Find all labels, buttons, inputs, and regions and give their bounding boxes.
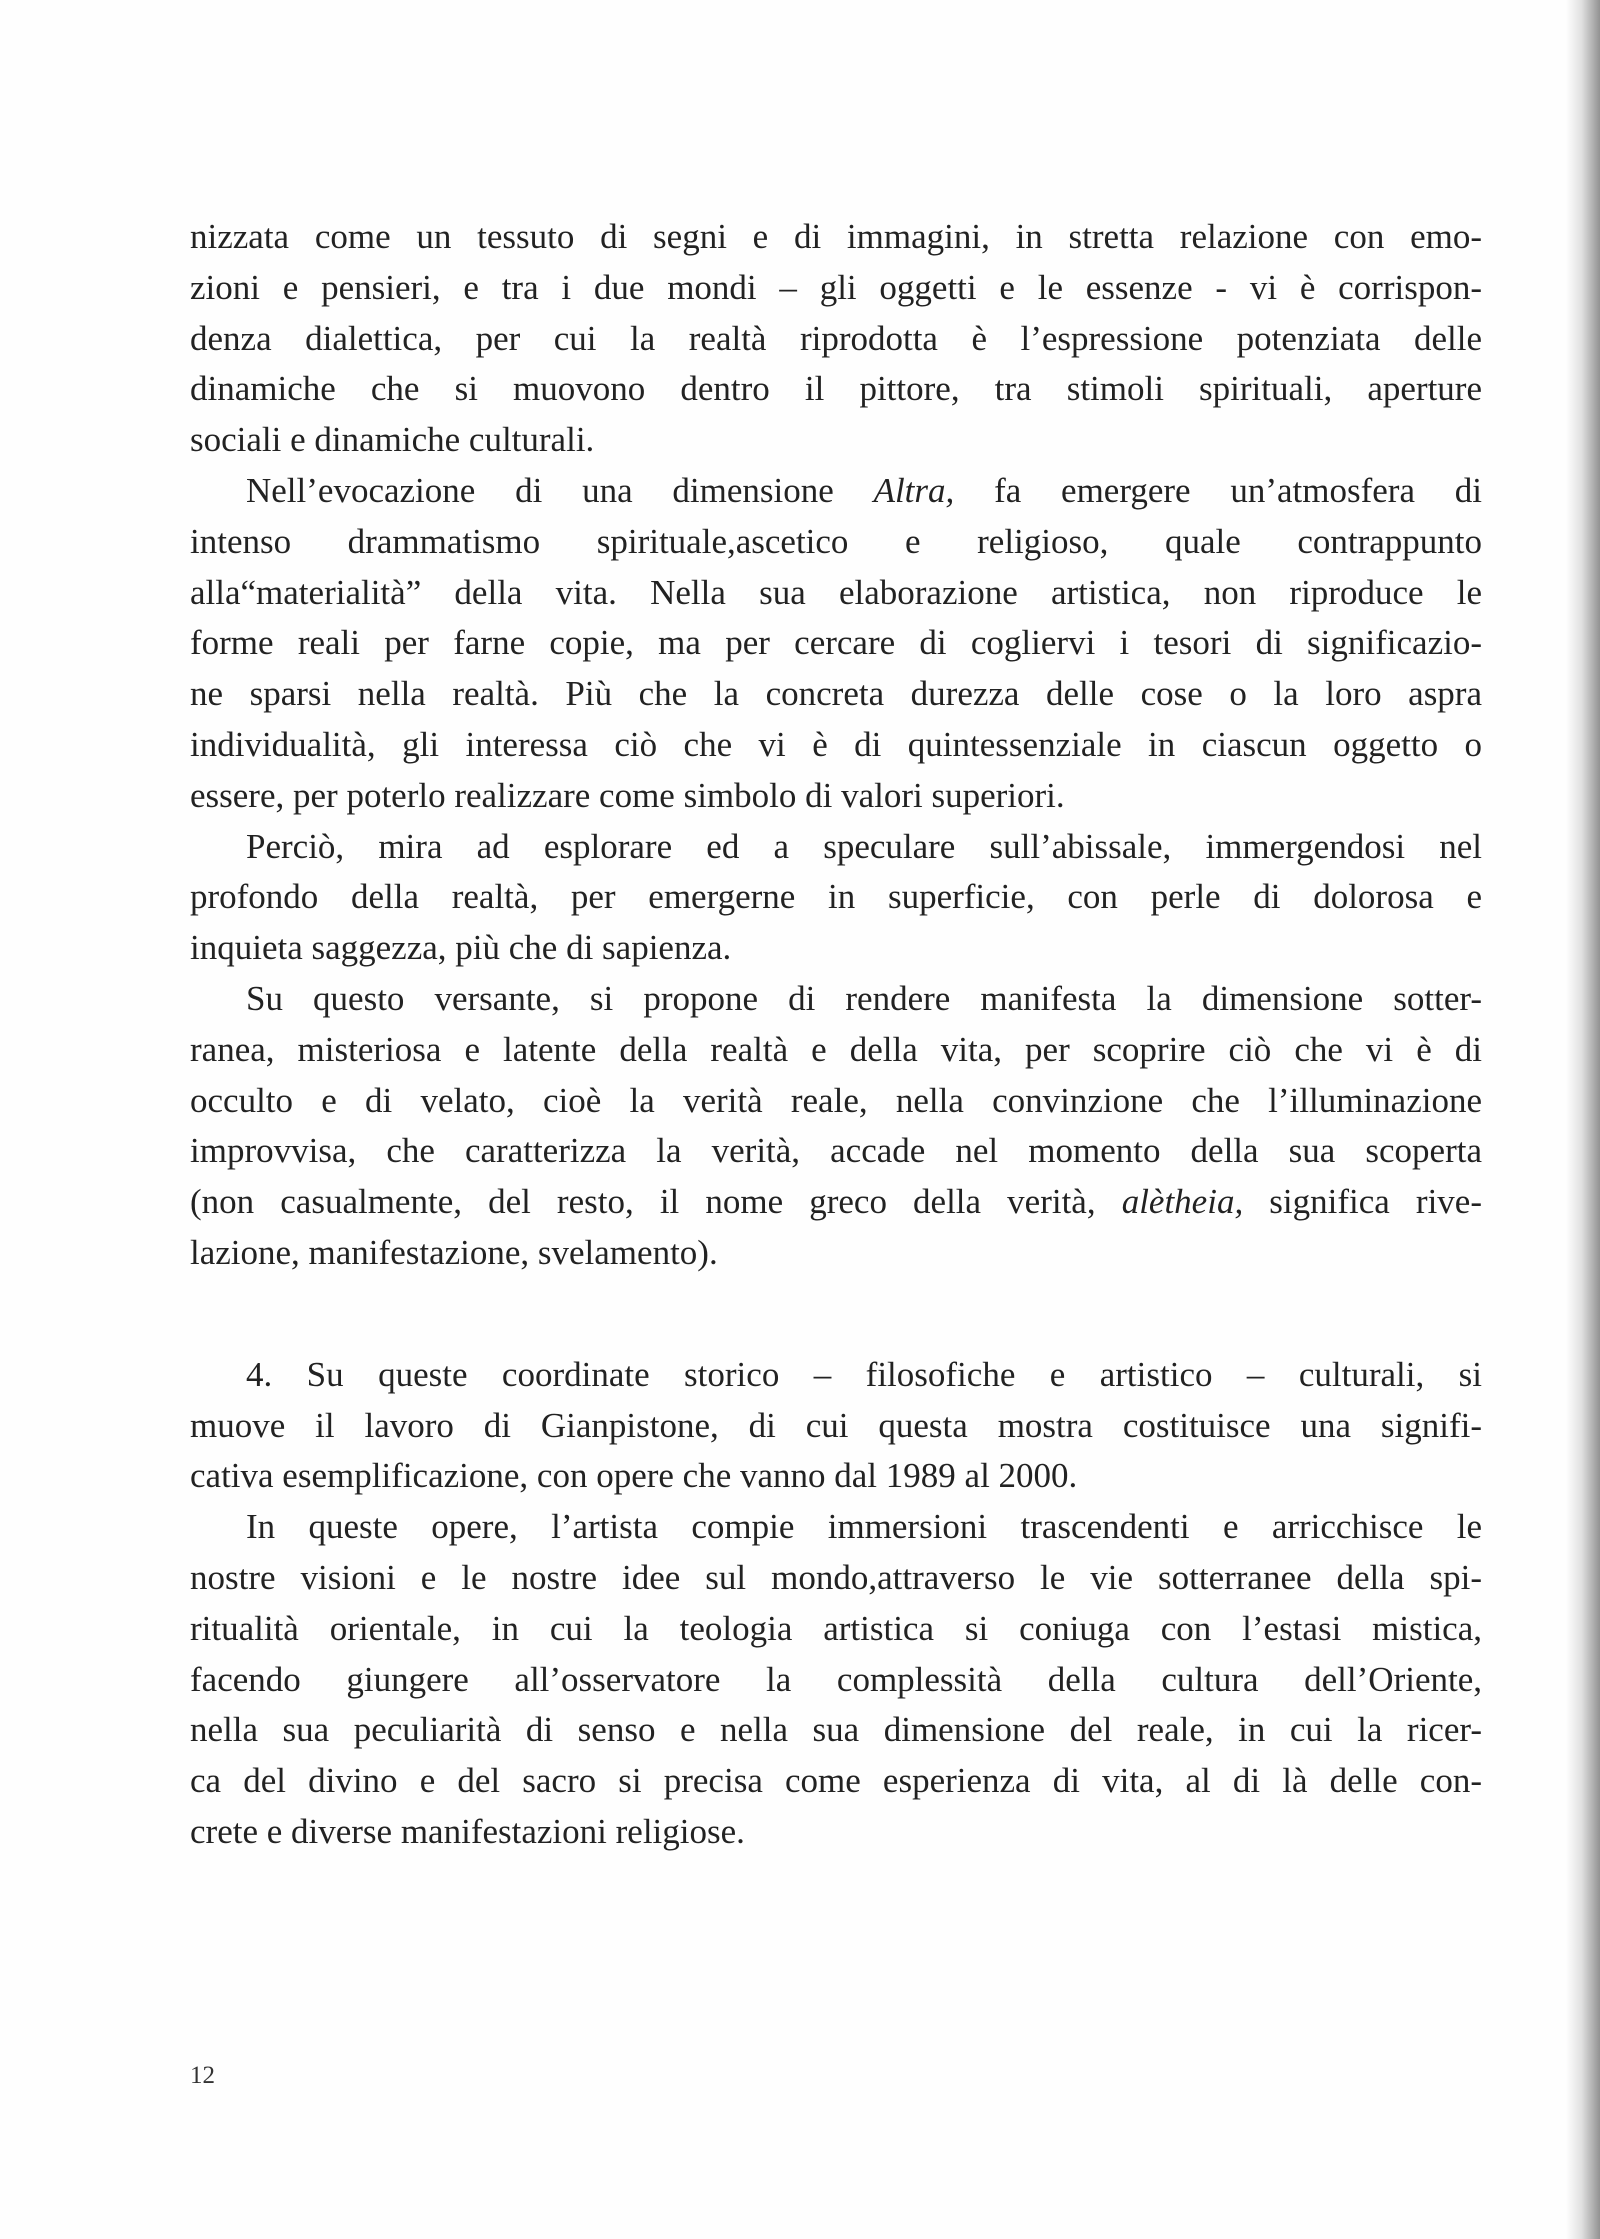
text-line: alla“materialità” della vita. Nella sua elaborazione artistica, non riproduce le: [190, 572, 1482, 612]
text-line: 4. Su queste coordinate storico – filosofiche e artistico – culturali, si: [246, 1354, 1482, 1394]
text-line: inquieta saggezza, più che di sapienza.: [190, 928, 732, 968]
text-line: facendo giungere all’osservatore la complessità della cultura dell’Oriente,: [190, 1659, 1482, 1699]
text-line: [190, 466, 1482, 517]
text-line: lazione, manifestazione, svelamento).: [190, 1232, 718, 1272]
text-line: zioni e pensieri, e tra i due mondi – gli oggetti e le essenze - vi è corrispon-: [190, 267, 1482, 307]
paragraph-1: [190, 212, 1482, 466]
section-gap: [190, 1279, 1482, 1350]
text-line: dinamiche che si muovono dentro il pittore, tra stimoli spirituali, aperture: [190, 369, 1482, 409]
text-line: cativa esemplificazione, con opere che vanno dal 1989 al 2000.: [190, 1456, 1078, 1496]
italic-term: alètheia,: [1121, 1182, 1244, 1222]
text-line: [190, 1177, 1482, 1228]
text-line: denza dialettica, per cui la realtà riprodotta è l’espressione potenziata delle: [190, 318, 1482, 358]
text-line: Perciò, mira ad esplorare ed a speculare sull’abissale, immergendosi nel: [246, 826, 1482, 866]
text-run: Nell’evocazione di una dimensione: [246, 470, 874, 510]
text-line: ranea, misteriosa e latente della realtà e della vita, per scoprire ciò che vi è di: [190, 1029, 1482, 1069]
text-line: individualità, gli interessa ciò che vi è di quintessenziale in ciascun oggetto o: [190, 724, 1482, 764]
text-line: ritualità orientale, in cui la teologia artistica si coniuga con l’estasi mistica,: [190, 1608, 1482, 1648]
text-line: Su questo versante, si propone di rendere manifesta la dimensione sotter-: [246, 978, 1482, 1018]
page-number: 12: [190, 2062, 215, 2089]
text-run: fa emergere un’atmosfera di: [954, 470, 1483, 510]
text-line: muove il lavoro di Gianpistone, di cui questa mostra costituisce una signifi-: [190, 1405, 1482, 1445]
text-line: ca del divino e del sacro si precisa come esperienza di vita, al di là delle con-: [190, 1761, 1482, 1801]
text-line: nostre visioni e le nostre idee sul mondo,attraverso le vie sotterranee della spi-: [190, 1557, 1482, 1597]
text-line: ne sparsi nella realtà. Più che la concreta durezza delle cose o la loro aspra: [190, 674, 1482, 714]
paragraph-6: [190, 1502, 1482, 1858]
text-line: essere, per poterlo realizzare come simbolo di valori superiori.: [190, 775, 1065, 815]
text-run: (non casualmente, del resto, il nome greco della verità,: [190, 1182, 1122, 1222]
text-line: crete e diverse manifestazioni religiose.: [190, 1811, 745, 1851]
text-line: improvvisa, che caratterizza la verità, accade nel momento della sua scoperta: [190, 1131, 1482, 1171]
italic-term: Altra,: [873, 470, 955, 510]
paragraph-2: [190, 466, 1482, 822]
text-line: nizzata come un tessuto di segni e di immagini, in stretta relazione con emo-: [190, 217, 1482, 256]
body-text: [190, 212, 1482, 1858]
text-line: occulto e di velato, cioè la verità reale, nella convinzione che l’illuminazione: [190, 1080, 1482, 1120]
page-edge-shadow: [1566, 0, 1600, 2239]
text-line: In queste opere, l’artista compie immersioni trascendenti e arricchisce le: [246, 1507, 1482, 1547]
text-line: nella sua peculiarità di senso e nella sua dimensione del reale, in cui la ricer-: [190, 1710, 1482, 1750]
text-line: intenso drammatismo spirituale,ascetico e religioso, quale contrappunto: [190, 521, 1482, 561]
text-line: profondo della realtà, per emergerne in superficie, con perle di dolorosa e: [190, 877, 1482, 917]
text-run: significa rive-: [1243, 1182, 1482, 1222]
paragraph-5: [190, 1350, 1482, 1502]
text-line: forme reali per farne copie, ma per cercare di cogliervi i tesori di significazio-: [190, 623, 1482, 663]
paragraph-3: [190, 822, 1482, 974]
paragraph-4: [190, 974, 1482, 1279]
text-line: sociali e dinamiche culturali.: [190, 420, 595, 460]
